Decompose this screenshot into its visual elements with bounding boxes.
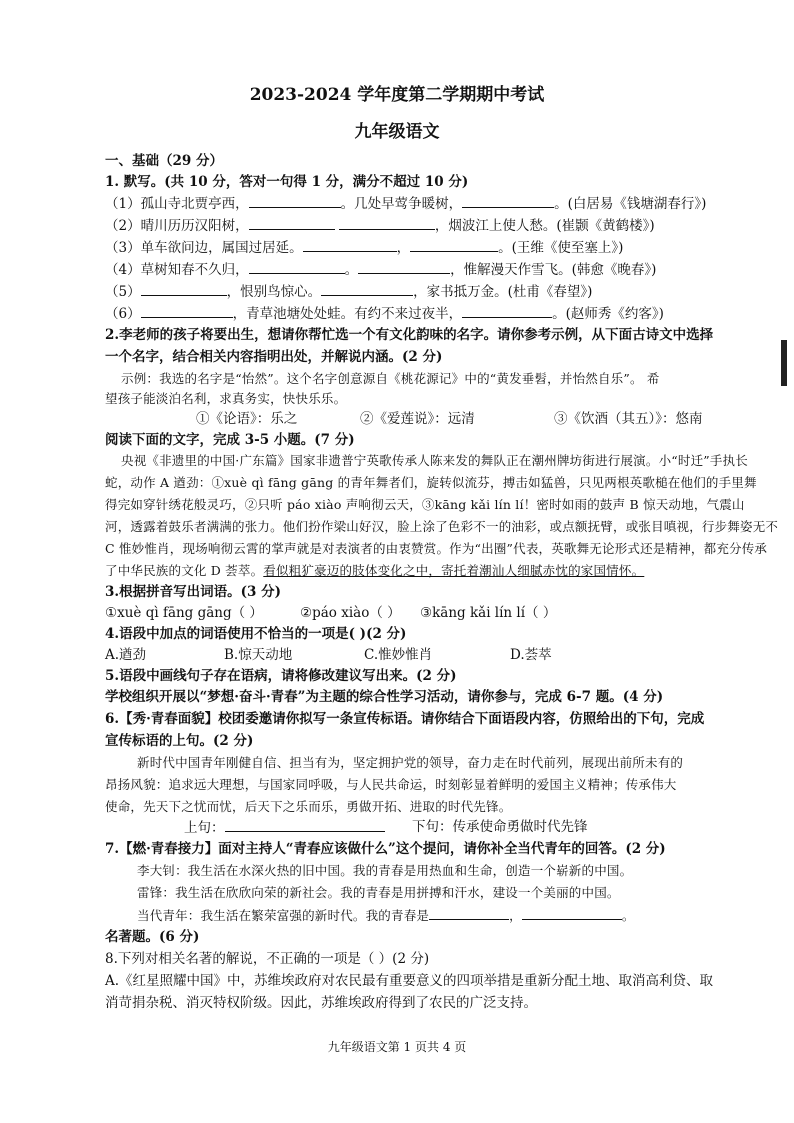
q6-para-line3: 使命，先天下之忧而忧，后天下之乐而乐，勇做开拓、进取的时代先锋。 [105, 799, 512, 814]
reading-para-line1: 央视《非遗里的中国·广东篇》国家非遗普宁英歌传承人陈来发的舞队正在潮州牌坊街进行展演。小“时迁”手执长 [121, 453, 748, 468]
q3-item-c: ③kāng kǎi lín lí（ ） [420, 605, 557, 621]
answer-blank[interactable] [303, 238, 397, 252]
q1-line1: （1）孤山寺北贾亭西， 。几处早莺争暖树， 。(白居易《钱塘湖春行》) [105, 196, 707, 212]
answer-blank[interactable] [249, 216, 335, 230]
q3-item-b: ②páo xiào（ ） [300, 605, 401, 621]
q4-option-b: B.惊天动地 [224, 647, 293, 663]
q5-stem: 5.语段中画线句子存在语病，请将修改建议写出来。(2 分) [105, 668, 457, 684]
q4-option-a: A.遒劲 [105, 647, 147, 663]
q2-option-2: ②《爱莲说》：远清 [360, 411, 475, 427]
reading-intro: 阅读下面的文字，完成 3-5 小题。(7 分) [105, 432, 355, 448]
q2-example-line1: 示例：我选的名字是“怡然”。这个名字创意源自《桃花源记》中的“黄发垂髫，并怡然自乐”。 希 [121, 371, 660, 386]
works-heading: 名著题。(6 分) [105, 929, 200, 945]
q1-stem: 1. 默写。(共 10 分，答对一句得 1 分，满分不超过 10 分) [105, 174, 469, 190]
q4-option-c: C.惟妙惟肖 [364, 647, 433, 663]
answer-blank[interactable] [522, 906, 622, 920]
exam-subtitle: 九年级语文 [354, 122, 440, 142]
answer-blank[interactable] [225, 818, 385, 832]
answer-blank[interactable] [410, 238, 498, 252]
answer-blank[interactable] [358, 260, 450, 274]
q1-line6: （6） ，青草池塘处处蛙。有约不来过夜半， 。(赵师秀《约客》) [105, 306, 664, 322]
q2-option-3: ③《饮酒（其五）》：悠南 [554, 411, 703, 427]
q6-stem-line1: 6.【秀·青春面貌】校团委邀请你拟写一条宣传标语。请你结合下面语段内容，仿照给出的下句，完成 [105, 711, 705, 727]
q2-example-line2: 望孩子能淡泊名利，求真务实，快快乐乐。 [105, 391, 347, 406]
q8-stem: 8.下列对相关名著的解说，不正确的一项是（ ）(2 分) [105, 951, 430, 967]
scan-edge-mark [781, 340, 787, 386]
answer-blank[interactable] [462, 194, 554, 208]
q6-upper-line: 上句： [184, 818, 385, 837]
answer-blank[interactable] [141, 304, 233, 318]
answer-blank[interactable] [249, 194, 341, 208]
q8-option-a-line2: 消苛捐杂税、消灭特权阶级。因此，苏维埃政府得到了农民的广泛支持。 [105, 995, 537, 1011]
q2-stem-line1: 2.李老师的孩子将要出生，想请你帮忙选一个有文化韵味的名字。请你参考示例，从下面古诗文中选择 [105, 327, 714, 343]
activity-intro: 学校组织开展以“梦想·奋斗·青春”为主题的综合性学习活动，请你参与，完成 6-7 题。(4 分) [105, 689, 664, 705]
q7-line-leifeng: 雷锋：我生活在欣欣向荣的新社会。我的青春是用拼搏和汗水，建设一个美丽的中国。 [137, 885, 620, 900]
answer-blank[interactable] [321, 282, 413, 296]
q1-line2: （2）晴川历历汉阳树， ，烟波江上使人愁。(崔颢《黄鹤楼》) [105, 218, 655, 234]
reading-para-line2: 蛇，动作 A 遒劲：①xuè qì fāng gāng 的青年舞者们，旋转似流芬，搏击如猛兽，只见两根英歌槌在他们的手里舞 [105, 475, 757, 490]
q7-line-lidazhao: 李大钊：我生活在水深火热的旧中国。我的青春是用热血和生命，创造一个崭新的中国。 [137, 863, 633, 878]
answer-blank[interactable] [339, 216, 435, 230]
reading-para-line3: 得完如穿针绣花般灵巧，②只听 páo xiào 声响彻云天，③kāng kǎi lín lí！密时如雨的鼓声 B 惊天动地，气震山 [105, 497, 745, 512]
q3-stem: 3.根据拼音写出词语。(3 分) [105, 584, 281, 600]
q7-stem: 7.【燃·青春接力】面对主持人“青春应该做什么”这个提问，请你补全当代青年的回答。(2 分) [105, 841, 666, 857]
q2-stem-line2: 一个名字，结合相关内容指明出处，并解说内涵。(2 分) [105, 349, 443, 365]
q1-line3: （3）单车欲问边，属国过居延。 ， 。(王维《使至塞上》) [105, 240, 624, 256]
answer-blank[interactable] [249, 260, 345, 274]
reading-para-line5: C 惟妙惟肖，现场响彻云霄的掌声就是对表演者的由衷赞赏。作为“出圈”代表，英歌舞无论形式还是精神，都充分传承 [105, 541, 768, 556]
q6-stem-line2: 宣传标语的上句。(2 分) [105, 733, 254, 749]
exam-title: 2023-2024 学年度第二学期期中考试 [249, 85, 545, 105]
q6-para-line1: 新时代中国青年刚健自信、担当有为，坚定拥护党的领导，奋力走在时代前列，展现出前所未有的 [137, 755, 684, 770]
q7-line-youth: 当代青年：我生活在繁荣富强的新时代。我的青春是 ， 。 [137, 908, 635, 923]
answer-blank[interactable] [462, 304, 552, 318]
reading-para-line4: 河，透露着鼓乐者满满的张力。他们扮作梁山好汉，脸上涂了色彩不一的油彩，或点额抚臂，或张目嗔视，行步舞姿无不 [105, 519, 779, 534]
q2-option-1: ①《论语》：乐之 [196, 411, 298, 427]
q6-para-line2: 昂扬风貌：追求远大理想，与国家同呼吸，与人民共命运，时刻彰显着鲜明的爱国主义精神；传承伟大 [105, 777, 677, 792]
q6-lower-line: 下句：传承使命勇做时代先锋 [412, 819, 588, 835]
answer-blank[interactable] [141, 282, 227, 296]
q3-item-a: ①xuè qì fāng gāng（ ） [105, 605, 263, 621]
q1-line5: （5） ，恨别鸟惊心。 ，家书抵万金。(杜甫《春望》) [105, 284, 593, 300]
q4-stem: 4.语段中加点的词语使用不恰当的一项是( )(2 分) [105, 626, 407, 642]
q8-option-a-line1: A.《红星照耀中国》中，苏维埃政府对农民最有重要意义的四项举措是重新分配土地、取消高利贷、取 [105, 973, 714, 989]
underlined-sentence: 看似粗犷豪迈的肢体变化之中，寄托着潮汕人细腻赤忱的家国情怀。 [263, 563, 645, 578]
answer-blank[interactable] [429, 906, 509, 920]
q1-line4: （4）草树知春不久归， 。 ，惟解漫天作雪飞。(韩愈《晚春》) [105, 262, 657, 278]
reading-para-line6: 了中华民族的文化 D 荟萃。看似粗犷豪迈的肢体变化之中，寄托着潮汕人细腻赤忱的家国情怀。 [105, 563, 645, 578]
page-footer: 九年级语文第 1 页共 4 页 [327, 1040, 467, 1054]
section-heading-basics: 一、基础（29 分） [105, 153, 223, 169]
q4-option-d: D.荟萃 [510, 647, 552, 663]
